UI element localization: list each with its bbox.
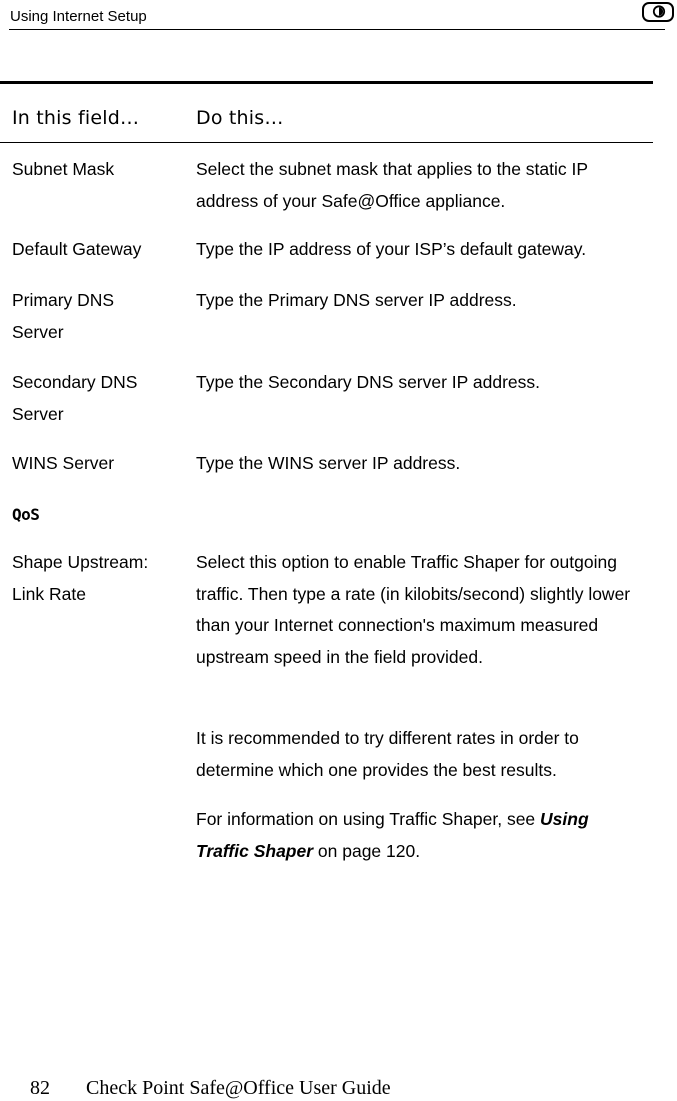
table-row-action: Type the Primary DNS server IP address.: [196, 290, 517, 310]
table-row-action: Select the subnet mask that applies to the static IP address of your Safe@Office appliance.: [196, 159, 588, 211]
reference-suffix: on page 120.: [313, 840, 421, 861]
header-title: Using Internet Setup: [10, 8, 147, 25]
reference-link[interactable]: Using Traffic Shaper: [196, 809, 589, 861]
table-row-field: Subnet Mask: [12, 159, 115, 179]
table-row-field: Secondary DNS Server: [12, 372, 138, 424]
guide-title: Check Point Safe@Office User Guide: [86, 1077, 391, 1099]
column-header-action: Do this…: [196, 107, 284, 129]
table-row-action-note: It is recommended to try different rates in order to determine which one provides the best results.: [196, 728, 579, 780]
table-row-action: Type the IP address of your ISP’s default gateway.: [196, 239, 587, 259]
table-row-action-reference: [196, 804, 626, 867]
table-row-field: WINS Server: [12, 453, 115, 473]
header-rule: [9, 29, 665, 30]
section-label-qos: QoS: [12, 505, 40, 524]
table-row-action: Select this option to enable Traffic Shaper for outgoing traffic. Then type a rate (in kilobits/second) slightly lower than your Internet connection's maximum measured upstream speed in the field provided.: [196, 552, 631, 667]
table-row-field: Default Gateway: [12, 239, 142, 259]
table-header-rule: [0, 142, 653, 143]
table-row-action: Type the Secondary DNS server IP address.: [196, 372, 541, 392]
column-header-field: In this field…: [12, 107, 140, 129]
reference-prefix: For information on using Traffic Shaper, see: [196, 809, 541, 829]
safe-at-office-logo-icon: [642, 2, 674, 22]
page-number: 82: [30, 1077, 50, 1099]
table-row-action: Type the WINS server IP address.: [196, 453, 461, 473]
table-top-rule: [0, 81, 653, 84]
table-row-field: Shape Upstream: Link Rate: [12, 552, 149, 604]
table-row-field: Primary DNS Server: [12, 290, 115, 342]
